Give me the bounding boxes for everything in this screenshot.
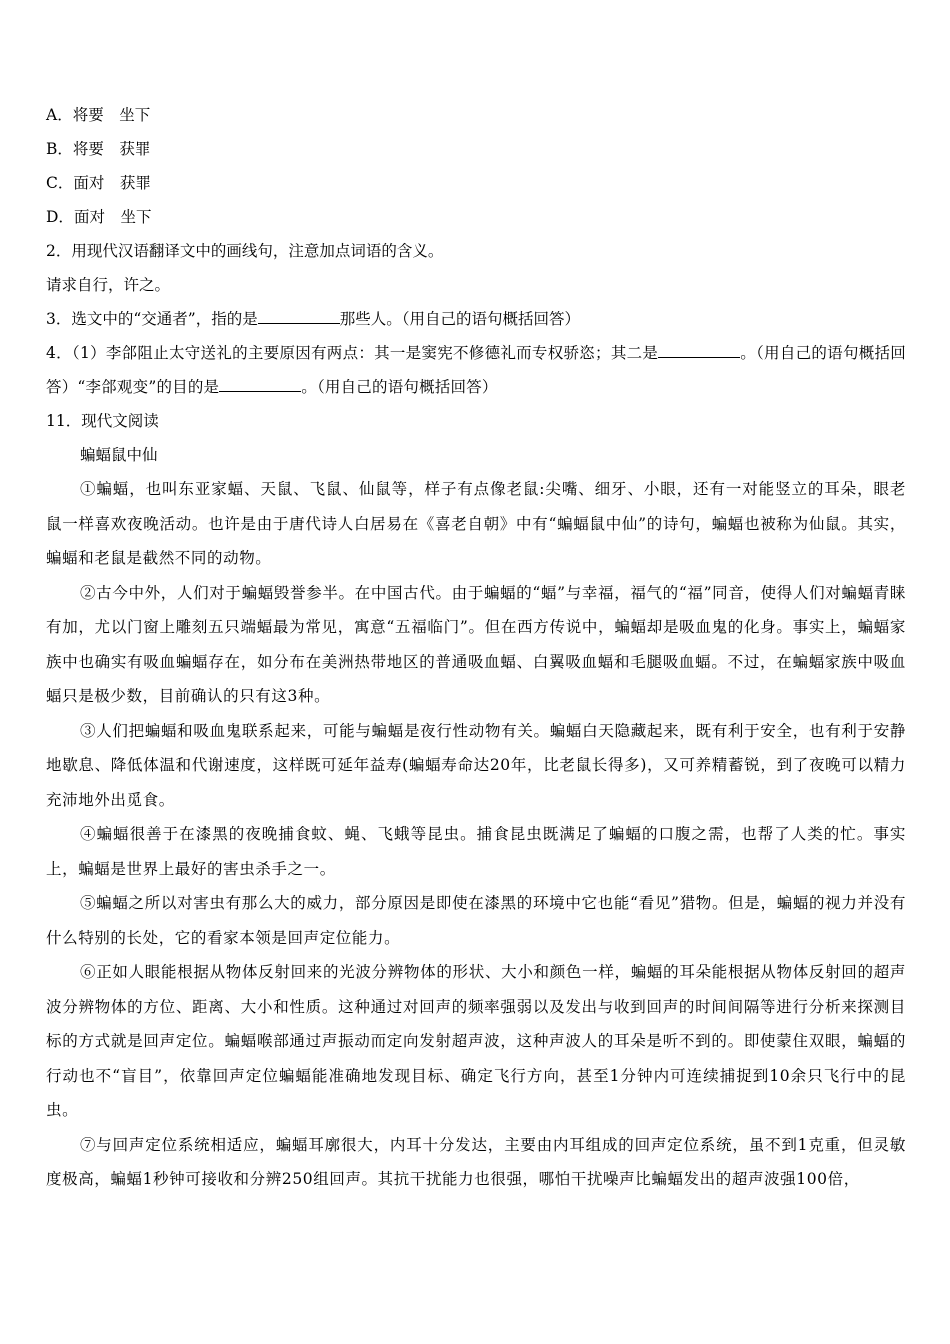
answer-blank [258, 308, 340, 325]
question-4-part1: 4．（1）李郃阻止太守送礼的主要原因有两点：其一是窦宪不修德礼而专权骄恣；其二是 [46, 344, 659, 362]
option-letter: C． [46, 174, 74, 192]
article-paragraph-3: ③人们把蝙蝠和吸血鬼联系起来，可能与蝙蝠是夜行性动物有关。蝙蝠白天隐藏起来，既有利于安全，也有利于安静地歇息、降低体温和代谢速度，这样既可延年益寿(蝙蝠寿命达20年，比老鼠长得多)，又可养精蓄锐，到了夜晚可以精力充沛地外出觅食。 [46, 721, 906, 809]
question-4-part2: 。（用自己的语句概括回答）“李郃观变”的目的是 [46, 344, 906, 396]
option-text: 将要 坐下 [72, 106, 151, 124]
option-text: 面对 坐下 [73, 208, 152, 226]
question-3-after: 那些人。（用自己的语句概括回答） [339, 310, 580, 328]
question-11-heading: 11．现代文阅读 [46, 412, 159, 430]
question-2-prompt: 2．用现代汉语翻译文中的画线句，注意加点词语的含义。 [46, 242, 444, 260]
article-paragraph-1: ①蝙蝠，也叫东亚家蝠、天鼠、飞鼠、仙鼠等，样子有点像老鼠:尖嘴、细牙、小眼，还有一对能竖立的耳朵，眼老鼠一样喜欢夜晚活动。也许是由于唐代诗人白居易在《喜老自朝》中有“蝙蝠鼠中仙”的诗句，蝙蝠也被称为仙鼠。其实，蝙蝠和老鼠是截然不同的动物。 [46, 480, 906, 567]
option-d [46, 200, 906, 234]
option-c [46, 166, 906, 200]
options-list [46, 98, 906, 234]
option-text: 面对 获罪 [73, 174, 151, 192]
article-paragraph-6: ⑥正如人眼能根据从物体反射回来的光波分辨物体的形状、大小和颜色一样，蝙蝠的耳朵能根据从物体反射回的超声波分辨物体的方位、距离、大小和性质。这种通过对回声的频率强弱以及发出与收到回声的时间间隔等进行分析来探测目标的方式就是回声定位。蝙蝠喉部通过声振动而定向发射超声波，这种声波人的耳朵是听不到的。即使蒙住双眼，蝙蝠的行动也不“盲目”，依靠回声定位蝙蝠能准确地发现目标、确定飞行方向，甚至1分钟内可连续捕捉到10余只飞行中的昆虫。 [46, 963, 906, 1119]
article-title: 蝙蝠鼠中仙 [80, 446, 158, 464]
question-4-part3: 。（用自己的语句概括回答） [301, 378, 498, 396]
article-paragraph-5: ⑤蝙蝠之所以对害虫有那么大的威力，部分原因是即使在漆黑的环境中它也能“看见”猎物。但是，蝙蝠的视力并没有什么特别的长处，它的看家本领是回声定位能力。 [46, 894, 906, 947]
article-paragraph-4: ④蝙蝠很善于在漆黑的夜晚捕食蚊、蝇、飞蛾等昆虫。捕食昆虫既满足了蝙蝠的口腹之需，也帮了人类的忙。事实上，蝙蝠是世界上最好的害虫杀手之一。 [46, 825, 906, 878]
option-letter: A． [46, 106, 73, 124]
article-paragraph-7: ⑦与回声定位系统相适应，蝙蝠耳廓很大，内耳十分发达，主要由内耳组成的回声定位系统，虽不到1克重，但灵敏度极高，蝙蝠1秒钟可接收和分辨250组回声。其抗干扰能力也很强，哪怕干扰噪声比蝙蝠发出的超声波强100倍， [46, 1135, 906, 1188]
exam-page [46, 98, 906, 1197]
option-letter: B． [46, 140, 73, 158]
article-paragraph-2: ②古今中外，人们对于蝙蝠毁誉参半。在中国古代。由于蝙蝠的“蝠”与幸福，福气的“福”同音，使得人们对蝙蝠青睐有加，尤以门窗上雕刻五只端蝠最为常见，寓意“五福临门”。但在西方传说中，蝙蝠却是吸血鬼的化身。事实上，蝙蝠家族中也确实有吸血蝙蝠存在，如分布在美洲热带地区的普通吸血蝠、白翼吸血蝠和毛腿吸血蝠。不过，在蝙蝠家族中吸血蝠只是极少数，目前确认的只有这3种。 [46, 583, 906, 705]
question-4 [46, 336, 906, 404]
answer-blank [219, 376, 301, 393]
question-3 [46, 302, 906, 336]
option-text: 将要 获罪 [72, 140, 151, 158]
option-letter: D． [46, 208, 74, 226]
question-2-sentence: 请求自行，许之。 [46, 276, 171, 294]
option-a [46, 98, 906, 132]
question-3-before: 3．选文中的“交通者”，指的是 [46, 310, 258, 328]
option-b [46, 132, 906, 166]
answer-blank [658, 342, 740, 359]
